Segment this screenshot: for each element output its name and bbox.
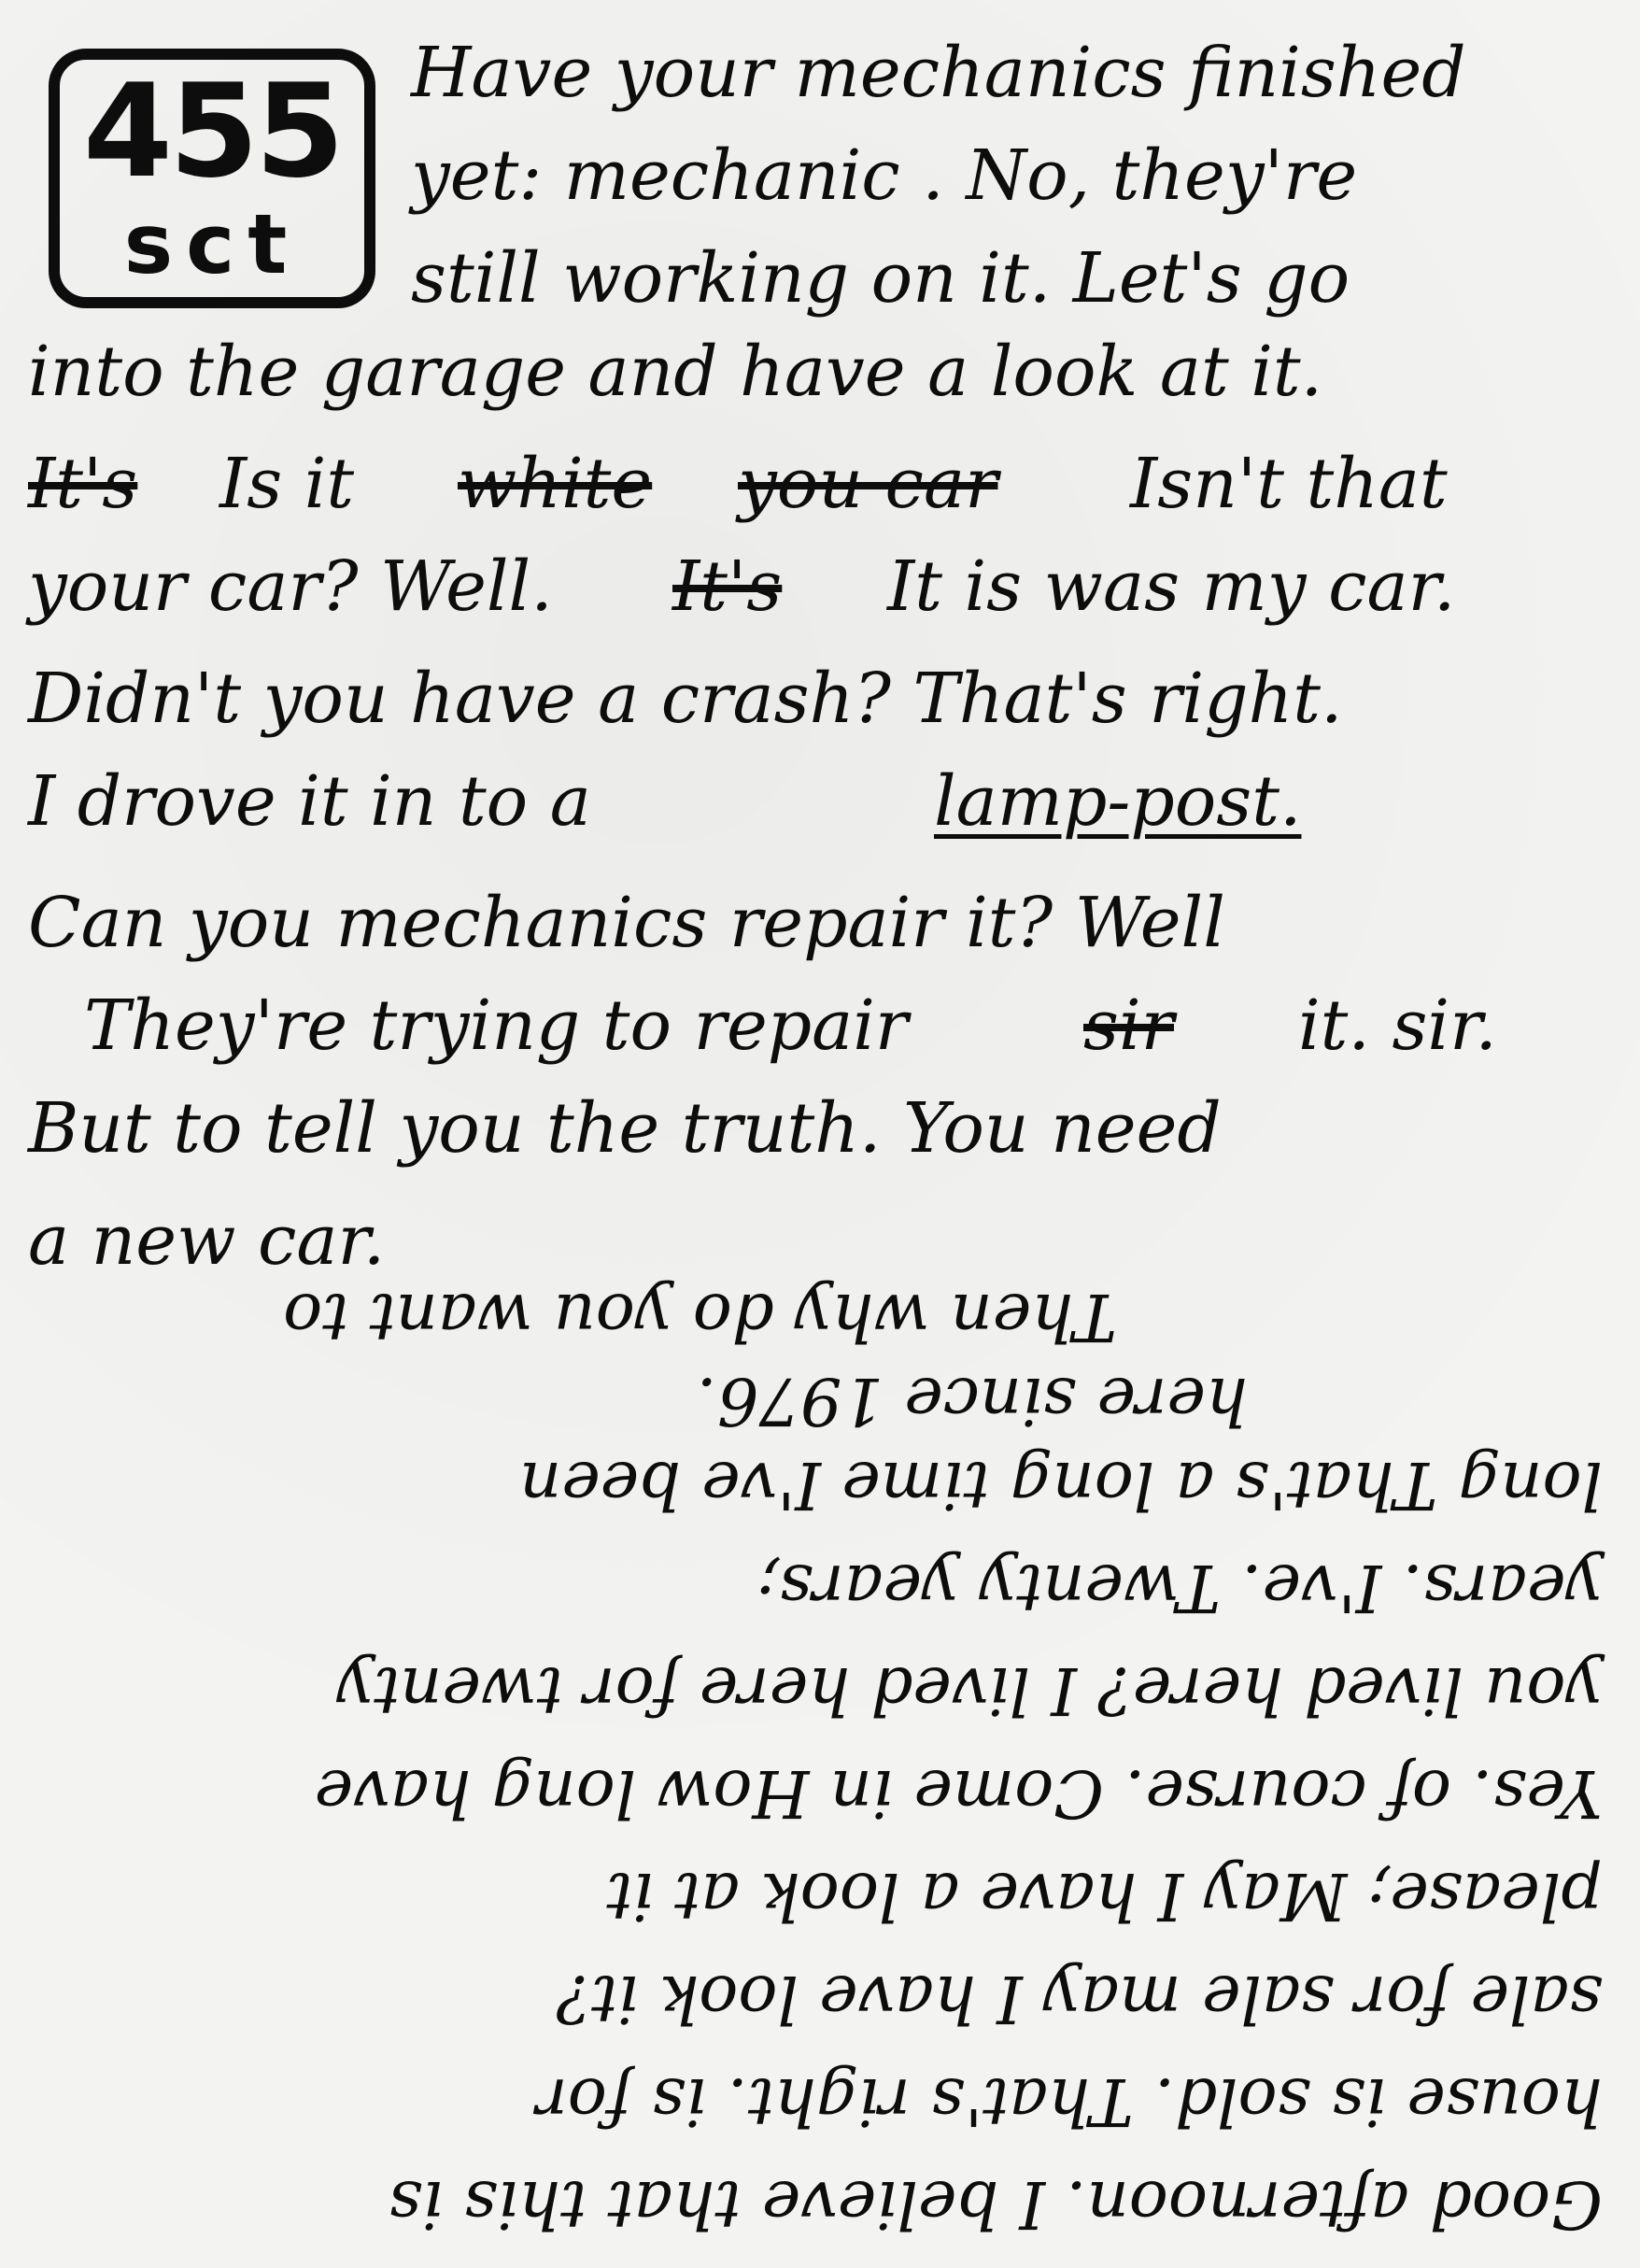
text-line: still working on it. Let's go <box>411 238 1350 319</box>
page-number-badge <box>49 49 375 308</box>
text-line: Have your mechanics finished <box>411 33 1466 113</box>
struck-word: sir <box>1083 985 1175 1066</box>
struck-word: It's <box>672 546 783 627</box>
text-line: Is it <box>219 444 355 524</box>
text-line: it. sir. <box>1298 985 1497 1066</box>
upside-line: Then why do you want to <box>283 1279 1117 1355</box>
upside-line: here since 1976. <box>696 1363 1248 1439</box>
text-line: But to tell you the truth. You need <box>28 1088 1222 1169</box>
text-line: Can you mechanics repair it? Well <box>28 883 1225 963</box>
struck-word: white <box>458 444 653 524</box>
upside-line: please; May I have a look at it <box>606 1858 1603 1935</box>
underlined-word: lamp-post. <box>934 761 1302 842</box>
upside-line: you lived here? I lived here for twenty <box>336 1652 1603 1729</box>
upside-line: Yes. of course. Come in How long have <box>314 1755 1603 1832</box>
text-line: your car? Well. <box>28 546 553 627</box>
upside-down-text <box>0 1158 1640 2268</box>
text-line: Didn't you have a crash? That's right. <box>28 659 1343 739</box>
struck-word: It's <box>28 444 138 524</box>
upside-line: sale for sale may I have look it? <box>556 1961 1603 2037</box>
text-line: Isn't that <box>1130 444 1448 524</box>
upside-line: house is sold. That's right. is for <box>536 2063 1603 2140</box>
struck-word: you car <box>738 444 998 524</box>
text-line: I drove it in to a <box>28 761 591 842</box>
badge-number: 455 <box>82 56 342 206</box>
badge-sub: sct <box>123 196 301 292</box>
text-line: It is was my car. <box>887 546 1456 627</box>
text-line: a new car. <box>28 1200 386 1281</box>
text-line: yet: mechanic . No, they're <box>411 135 1358 216</box>
upside-line: long That's a long time I've been <box>519 1447 1603 1524</box>
upside-line: years. I've. Twenty years; <box>756 1550 1603 1626</box>
upside-line: Good afternoon. I believe that this is <box>389 2166 1603 2243</box>
text-line: into the garage and have a look at it. <box>28 332 1323 412</box>
text-line: They're trying to repair <box>84 985 909 1066</box>
